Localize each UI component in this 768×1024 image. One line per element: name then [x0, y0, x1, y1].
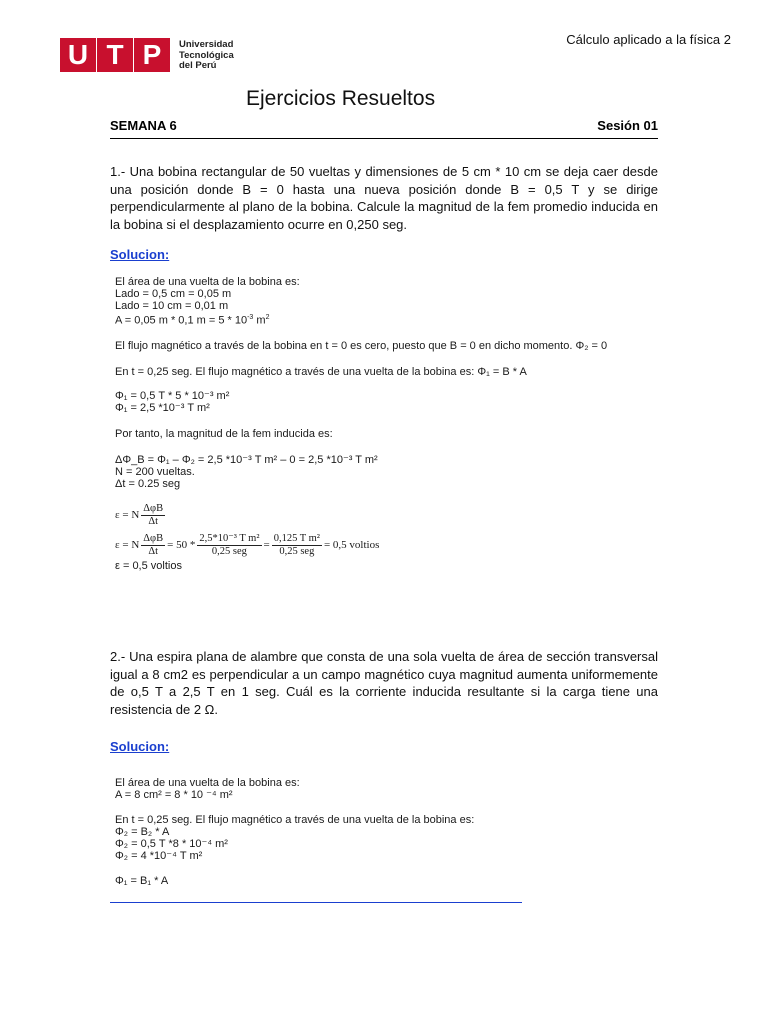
problem-2-solution-heading: Solucion: — [110, 739, 170, 754]
emf-formula: ε = N $\frac{\text{ΔφB}}{\Delta t}$ — [115, 502, 164, 527]
bottom-link-line — [110, 902, 522, 903]
header-divider — [110, 138, 658, 139]
problem-2-statement: 2.- Una espira plana de alambre que consta de una sola vuelta de área de sección transversal igual a 8 cm2 es perpendicular a un campo magnético cuya magnitud aumenta uniformemente de o,5 T a 2,5 T en 1 seg. Cuál es la corriente inducida resultante si la carga tiene una resistencia de 2 Ω. — [110, 649, 658, 717]
problem-2-solution-scan: El área de una vuelta de la bobina es: A = 8 cm² = 8 * 10 ⁻⁴ m² En t = 0,25 seg. El flujo magnético a través de una vuelta de la bobina es: Φ₂ = B₂ * A Φ₂ = 0,5 T *8 * 10⁻⁴ m² Φ₂ = 4 *10⁻⁴ T m² Φ₁ = B₁ * A — [115, 777, 475, 887]
logo-letter-t: T — [97, 38, 133, 72]
session-label: Sesión 01 — [597, 118, 658, 133]
logo-letter-u: U — [60, 38, 96, 72]
emf-calculation: ε = N $\frac{\text{ΔφB}}{\Delta t}$ = 50 * $\frac{\text{2,5*10⁻³ T m²}}{\text{0,25 seg}}$ = $\frac{\text{0,125 T m²}}{\text{0,25 seg}}$ = 0,5 voltios — [115, 532, 380, 557]
logo-letter-p: P — [134, 38, 170, 72]
document-title: Ejercicios Resueltos — [246, 87, 436, 110]
problem-1-solution-scan: El área de una vuelta de la bobina es: Lado = 0,5 cm = 0,05 m Lado = 10 cm = 0,01 m A = 0,05 m * 0,1 $m = 5 * 10^{-3}$ $m^2$ El flujo magnético a través de la bobina en t = 0 es cero, puesto que B = 0 en dicho momento. Φ₂ = 0 En t = 0,25 seg. El flujo magnético a través de una vuelta de la bobina es: Φ₁ = B * A Φ₁ = 0,5 T * 5 * 10⁻³ m² Φ₁ = 2,5 *10⁻³ T m² Por tanto, la magnitud de la fem inducida es: ΔΦ_B = Φ₁ – Φ₂ = 2,5 *10⁻³ T m² – 0 = 2,5 *10⁻³ T m² N = 200 vueltas. Δt = 0.25 seg ε = N $\frac{\text{ΔφB}}{\Delta t}$ ε = N $\frac{\text{ΔφB}}{\Delta t}$ = 50 * $\frac{\text{2,5*10⁻³ T m²}}{\text{0,25 seg}}$ = $\frac{\text{0,125 T m²}}{\text{0,25 seg}}$ = 0,5 voltios ε = 0,5 voltios — [115, 276, 608, 572]
problem-1-statement: 1.- Una bobina rectangular de 50 vueltas y dimensiones de 5 cm * 10 cm se deja caer desde una posición donde B = 0 hasta una nueva posición donde B = 0,5 T y se dirige perpendicularmente al plano de la bobina. Calcule la magnitud de la fem promedio inducida en la bobina si el desplazamiento ocurre en 0,250 seg. — [110, 164, 658, 232]
week-label: SEMANA 6 — [110, 118, 177, 133]
course-name: Cálculo aplicado a la física 2 — [566, 32, 731, 47]
university-name: Universidad Tecnológica del Perú — [179, 39, 234, 71]
problem-1-solution-heading: Solucion: — [110, 247, 170, 262]
